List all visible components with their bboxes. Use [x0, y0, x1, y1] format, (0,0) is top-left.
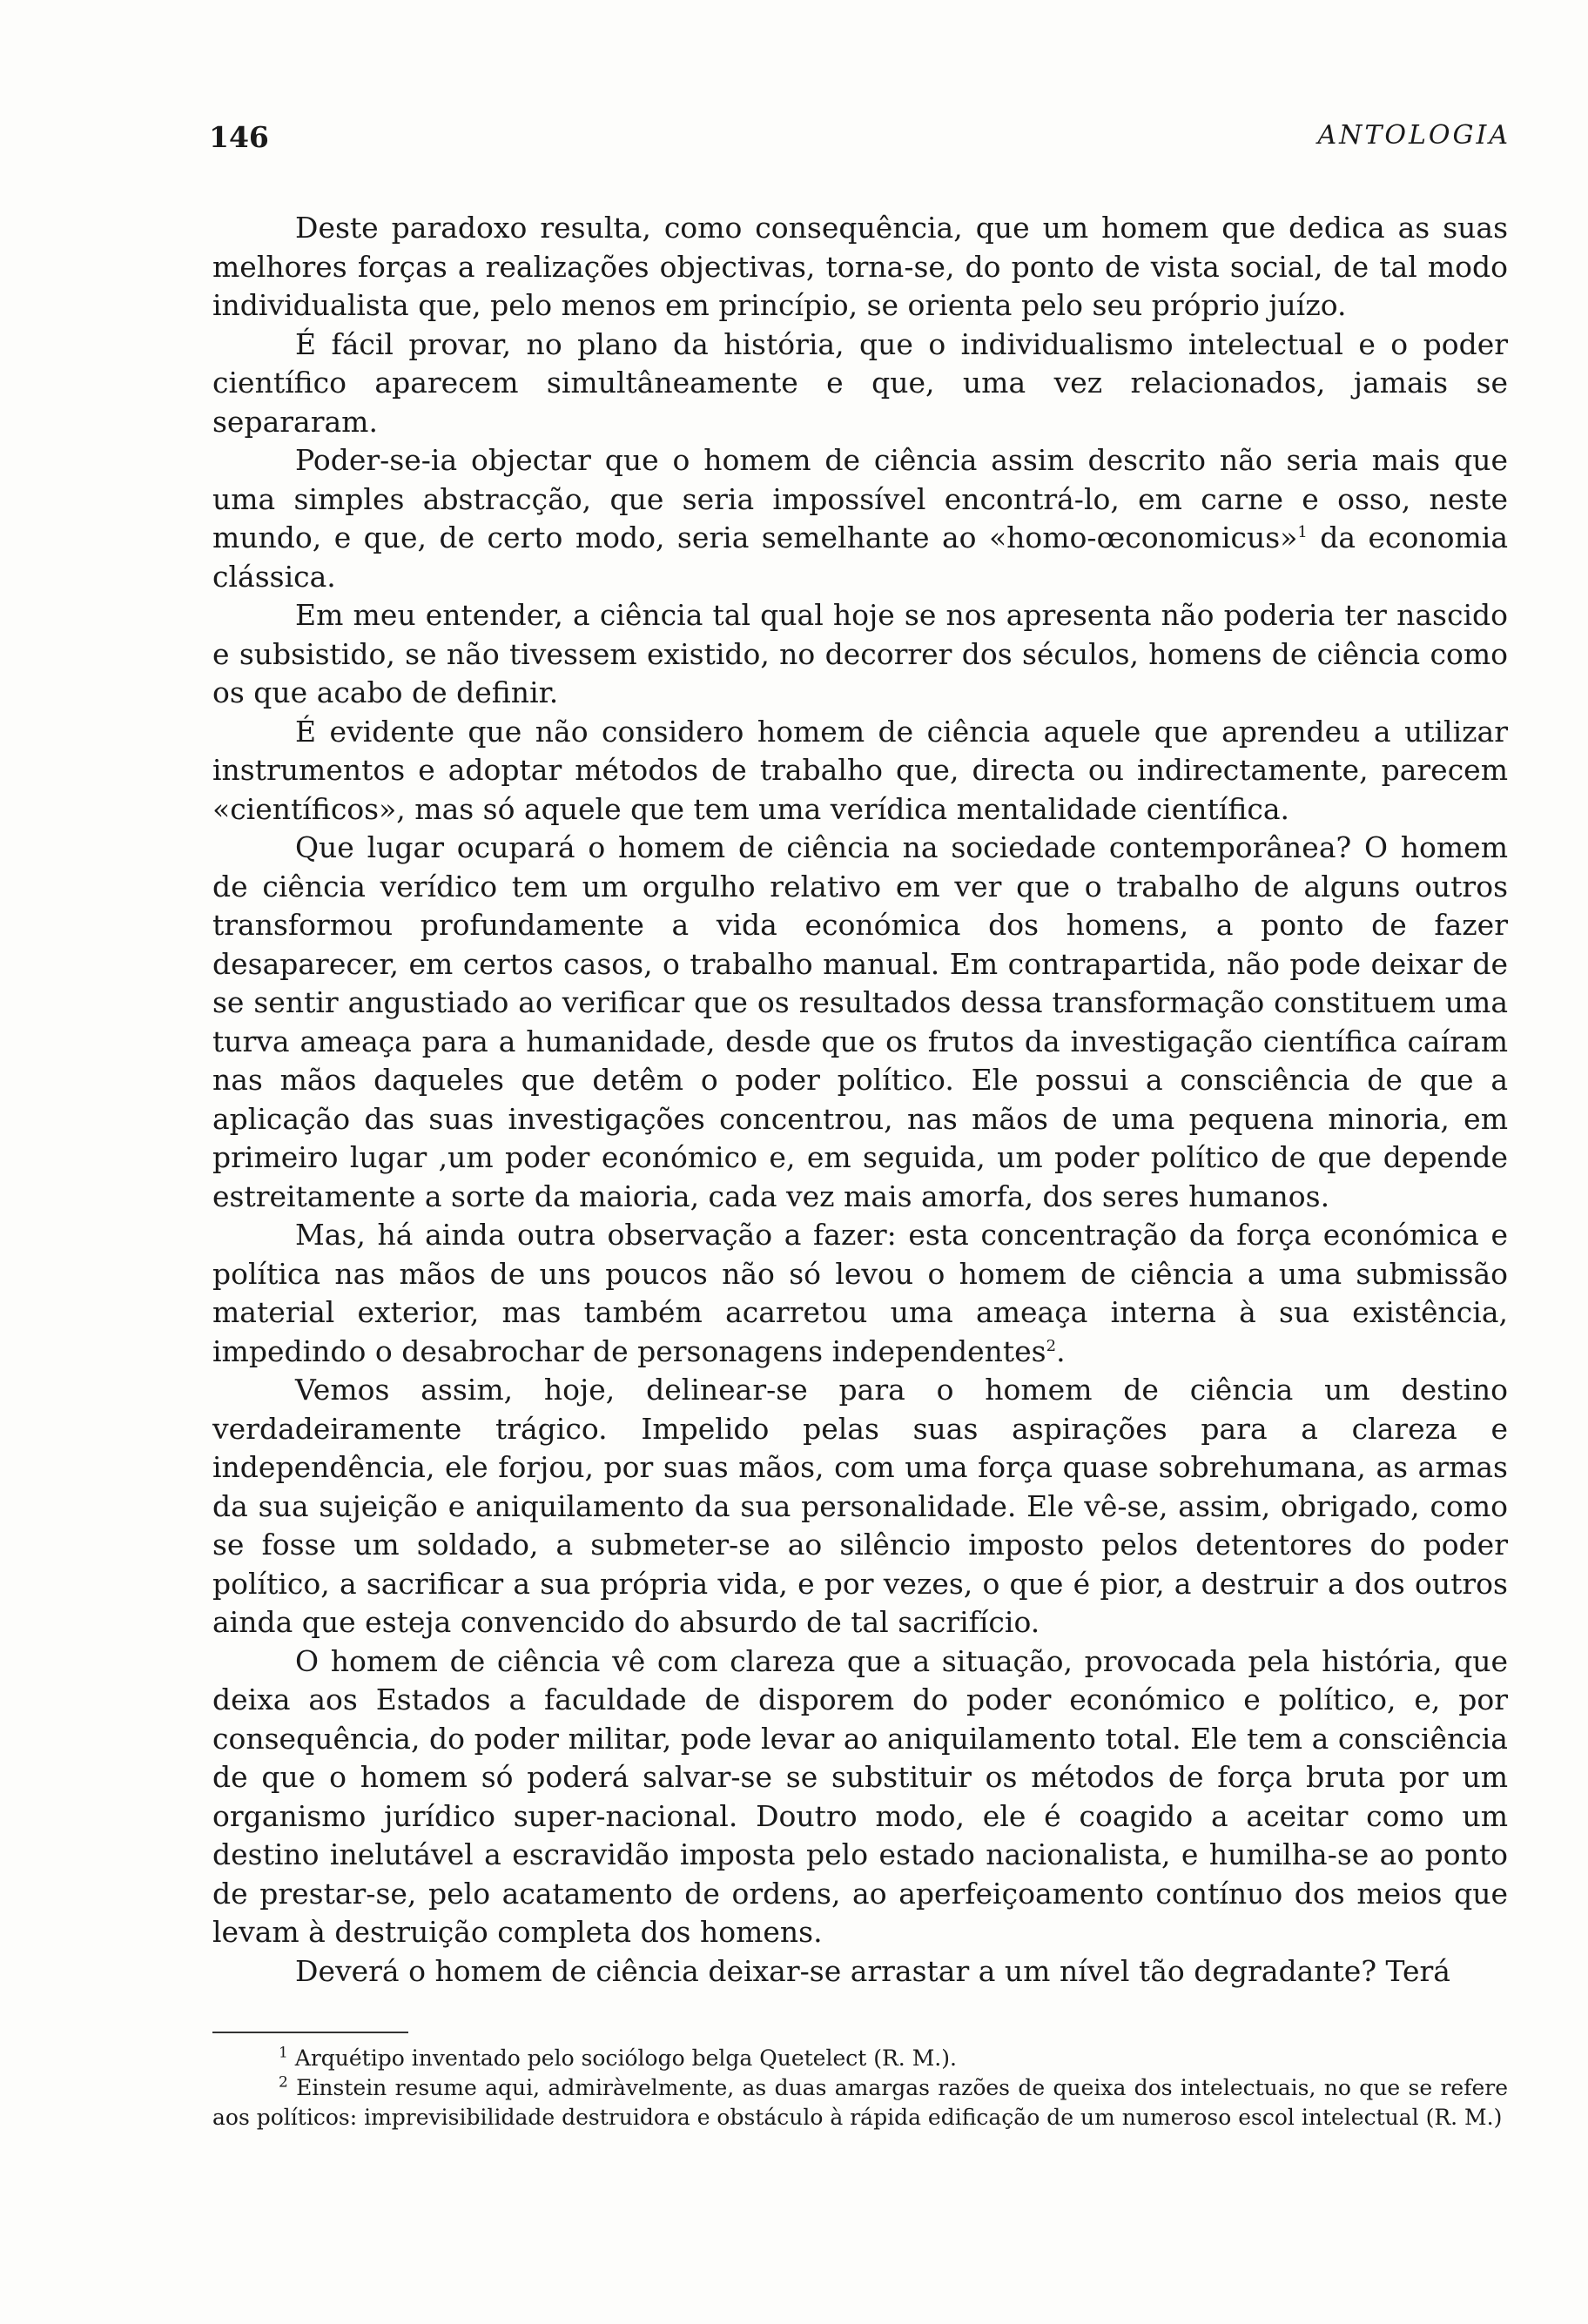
- footnote-ref: 2: [1046, 1336, 1057, 1355]
- paragraph: É fácil provar, no plano da história, que o individualismo intelectual e o poder científico aparecem simultâneamente e que, uma vez relacionados, jamais se separaram.: [212, 326, 1508, 439]
- paragraph: O homem de ciência vê com clareza que a situação, provocada pela história, que deixa aos Estados a faculdade de disporem do poder económico e político, e, por consequência, do poder militar, pode levar ao aniquilamento total. Ele tem a consciência de que o homem só poderá salvar-se se substituir os métodos de força bruta por um organismo jurídico super-nacional. Doutro modo, ele é coagido a aceitar como um destino inelutável a escravidão imposta pelo estado nacionalista, e humilha-se ao ponto de prestar-se, pelo acatamento de ordens, ao aperfeiçoamento contínuo dos meios que levam à destruição completa dos homens.: [212, 1643, 1508, 1949]
- paragraph: É evidente que não considero homem de ciência aquele que aprendeu a utilizar instrumentos e adoptar métodos de trabalho que, directa ou indirectamente, parecem «científicos», mas só aquele que tem uma verídica mentalidade científica.: [212, 714, 1508, 826]
- footnote: [212, 2073, 1508, 2133]
- paragraph-text: da economia clássica.: [212, 521, 1508, 594]
- paragraph-text: Mas, há ainda outra observação a fazer: esta concentração da força económica e política nas mãos de uns poucos não só levou o homem de ciência a uma submissão material exterior, mas também acarretou uma ameaça interna à sua existência, impedindo o desabrochar de personagens independentes: [212, 1218, 1508, 1368]
- body-text: [212, 209, 1508, 1991]
- paragraph-text: .: [1056, 1333, 1066, 1368]
- footnote-text: Arquétipo inventado pelo sociólogo belga Quetelect (R. M.).: [294, 2045, 957, 2071]
- footnote-ref: 1: [1297, 523, 1308, 541]
- paragraph: [212, 441, 1508, 596]
- running-title: ANTOLOGIA: [1317, 120, 1511, 151]
- page-number: 146: [209, 120, 269, 154]
- footnote-number: 2: [279, 2073, 288, 2092]
- paragraph: [212, 1216, 1508, 1371]
- paragraph: Deverá o homem de ciência deixar-se arrastar a um nível tão degradante? Terá: [295, 1953, 1450, 1988]
- paragraph: Que lugar ocupará o homem de ciência na sociedade contemporânea? O homem de ciência verídico tem um orgulho relativo em ver que o trabalho de alguns outros transformou profundamente a vida económica dos homens, a ponto de fazer desaparecer, em certos casos, o trabalho manual. Em contrapartida, não pode deixar de se sentir angustiado ao verificar que os resultados dessa transformação constituem uma turva ameaça para a humanidade, desde que os frutos da investigação científica caíram nas mãos daqueles que detêm o poder político. Ele possui a consciência de que a aplicação das suas investigações concentrou, nas mãos de uma pequena minoria, em primeiro lugar ,um poder económico e, em seguida, um poder político de que depende estreitamente a sorte da maioria, cada vez mais amorfa, dos seres humanos.: [212, 830, 1508, 1213]
- paragraph: Vemos assim, hoje, delinear-se para o homem de ciência um destino verdadeiramente trágico. Impelido pelas suas aspirações para a clareza e independência, ele forjou, por suas mãos, com uma força quase sobrehumana, as armas da sua sujeição e aniquilamento da sua personalidade. Ele vê-se, assim, obrigado, como se fosse um soldado, a submeter-se ao silêncio imposto pelos detentores do poder político, a sacrificar a sua própria vida, e por vezes, o que é pior, a destruir a dos outros ainda que esteja convencido do absurdo de tal sacrifício.: [212, 1373, 1508, 1639]
- footnote-text: Einstein resume aqui, admiràvelmente, as duas amargas razões de queixa dos intelectuais, no que se refere aos políticos: imprevisibilidade destruidora e obstáculo à rápida edificação de um numeroso escol intelectual (R. M.): [212, 2075, 1509, 2130]
- footnote-number: 1: [279, 2044, 288, 2062]
- paragraph: Em meu entender, a ciência tal qual hoje se nos apresenta não poderia ter nascido e subsistido, se não tivessem existido, no decorrer dos séculos, homens de ciência como os que acabo de definir.: [212, 598, 1508, 709]
- paragraph-text: Poder-se-ia objectar que o homem de ciência assim descrito não seria mais que uma simples abstracção, que seria impossível encontrá-lo, em carne e osso, neste mundo, e que, de certo modo, seria semelhante ao «homo-œconomicus»: [212, 443, 1508, 554]
- footnote-divider: [212, 2032, 408, 2033]
- paragraph: Deste paradoxo resulta, como consequência, que um homem que dedica as suas melhores forças a realizações objectivas, torna-se, do ponto de vista social, de tal modo individualista que, pelo menos em princípio, se orienta pelo seu próprio juízo.: [212, 211, 1508, 322]
- footnote: [212, 2044, 1508, 2073]
- footnotes: [212, 2044, 1508, 2133]
- page-header: [209, 120, 1511, 172]
